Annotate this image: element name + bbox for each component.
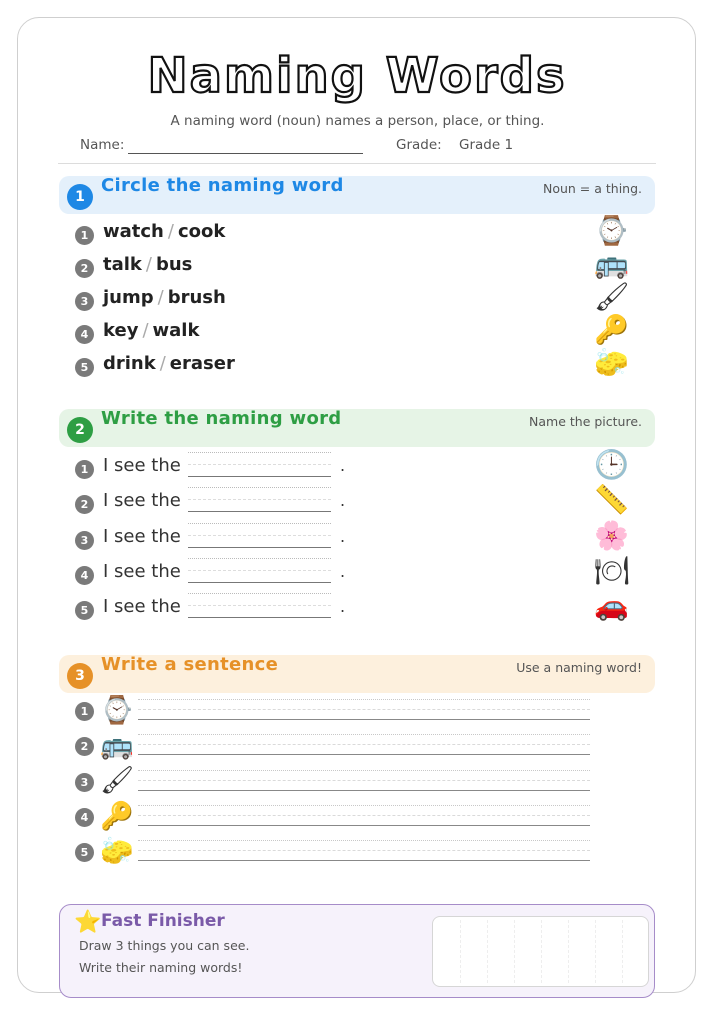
flower-icon: 🌸: [594, 519, 629, 552]
grade-label: Grade:: [396, 137, 442, 153]
period: .: [340, 456, 346, 475]
slash: /: [145, 254, 152, 275]
bus-icon: 🚌: [594, 247, 629, 280]
ruler-icon: 📏: [594, 483, 629, 516]
period: .: [340, 491, 346, 510]
section-note: Noun = a thing.: [542, 181, 642, 196]
svg-text:Naming Words: Naming Words: [147, 48, 567, 104]
grade-value: Grade 1: [459, 137, 514, 153]
fast-finisher-box: [59, 904, 655, 998]
item-number: 4: [75, 566, 94, 585]
clock-icon: 🕒: [594, 448, 629, 481]
word-option-b[interactable]: cook: [177, 221, 226, 242]
word-option-b[interactable]: bus: [155, 254, 193, 275]
sentence-writing-line[interactable]: [138, 840, 590, 862]
sentence-writing-line[interactable]: [138, 699, 590, 721]
watch-icon: ⌚: [100, 695, 134, 726]
section-1-header: [59, 176, 655, 214]
section-2-header: [59, 409, 655, 447]
fast-finisher-instruction: Write their naming words!: [79, 960, 243, 975]
item-number: 2: [75, 259, 94, 278]
answer-blank[interactable]: [188, 558, 331, 584]
item-number: 1: [75, 226, 94, 245]
answer-blank[interactable]: [188, 593, 331, 619]
paintbrush-icon: 🖌: [594, 280, 630, 313]
plate-icon: 🍽: [594, 554, 630, 587]
sentence-prompt: I see the: [103, 561, 181, 582]
word-option-a[interactable]: talk: [103, 254, 142, 275]
watch-icon: ⌚: [594, 214, 629, 247]
sentence-prompt: I see the: [103, 526, 181, 547]
car-icon: 🚗: [594, 589, 629, 622]
answer-blank[interactable]: [188, 487, 331, 513]
item-number: 3: [75, 531, 94, 550]
word-option-b[interactable]: walk: [152, 320, 200, 341]
section-title: Write the naming word: [101, 408, 342, 429]
word-option-b[interactable]: eraser: [169, 353, 235, 374]
sponge-eraser-icon: 🧽: [594, 346, 629, 379]
key-icon: 🔑: [594, 313, 629, 346]
fast-finisher-title: Fast Finisher: [101, 911, 225, 931]
section-3-header: [59, 655, 655, 693]
item-number: 5: [75, 601, 94, 620]
section-number: 1: [67, 184, 93, 210]
section-note: Name the picture.: [529, 414, 642, 429]
sentence-writing-line[interactable]: [138, 734, 590, 756]
fast-finisher-instruction: Draw 3 things you can see.: [79, 938, 250, 953]
item-number: 3: [75, 292, 94, 311]
sponge-eraser-icon: 🧽: [100, 836, 134, 867]
item-number: 2: [75, 737, 94, 756]
answer-blank[interactable]: [188, 452, 331, 478]
item-number: 5: [75, 358, 94, 377]
word-option-a[interactable]: watch: [103, 221, 164, 242]
word-option-a[interactable]: key: [103, 320, 139, 341]
word-option-b[interactable]: brush: [167, 287, 226, 308]
drawing-box[interactable]: [432, 916, 649, 987]
name-label: Name:: [80, 137, 125, 153]
section-number: 3: [67, 663, 93, 689]
slash: /: [159, 353, 166, 374]
item-number: 1: [75, 702, 94, 721]
item-number: 2: [75, 495, 94, 514]
section-number: 2: [67, 417, 93, 443]
item-number: 3: [75, 773, 94, 792]
section-title: Circle the naming word: [101, 175, 344, 196]
sentence-prompt: I see the: [103, 596, 181, 617]
sentence-writing-line[interactable]: [138, 770, 590, 792]
sentence-prompt: I see the: [103, 455, 181, 476]
period: .: [340, 562, 346, 581]
divider: [58, 163, 656, 164]
key-icon: 🔑: [100, 801, 134, 832]
item-number: 4: [75, 808, 94, 827]
page-subtitle: A naming word (noun) names a person, place, or thing.: [170, 113, 545, 129]
answer-blank[interactable]: [188, 523, 331, 549]
item-number: 1: [75, 460, 94, 479]
period: .: [340, 527, 346, 546]
sentence-writing-line[interactable]: [138, 805, 590, 827]
page-title: [0, 36, 715, 116]
word-option-a[interactable]: jump: [103, 287, 154, 308]
section-note: Use a naming word!: [516, 660, 642, 675]
item-number: 4: [75, 325, 94, 344]
item-number: 5: [75, 843, 94, 862]
section-title: Write a sentence: [101, 654, 279, 675]
name-field[interactable]: [128, 153, 363, 154]
bus-icon: 🚌: [100, 730, 134, 761]
sentence-prompt: I see the: [103, 490, 181, 511]
slash: /: [157, 287, 164, 308]
slash: /: [167, 221, 174, 242]
period: .: [340, 597, 346, 616]
word-option-a[interactable]: drink: [103, 353, 156, 374]
star-icon: ⭐: [74, 910, 102, 935]
paintbrush-icon: 🖌: [100, 765, 135, 796]
slash: /: [142, 320, 149, 341]
